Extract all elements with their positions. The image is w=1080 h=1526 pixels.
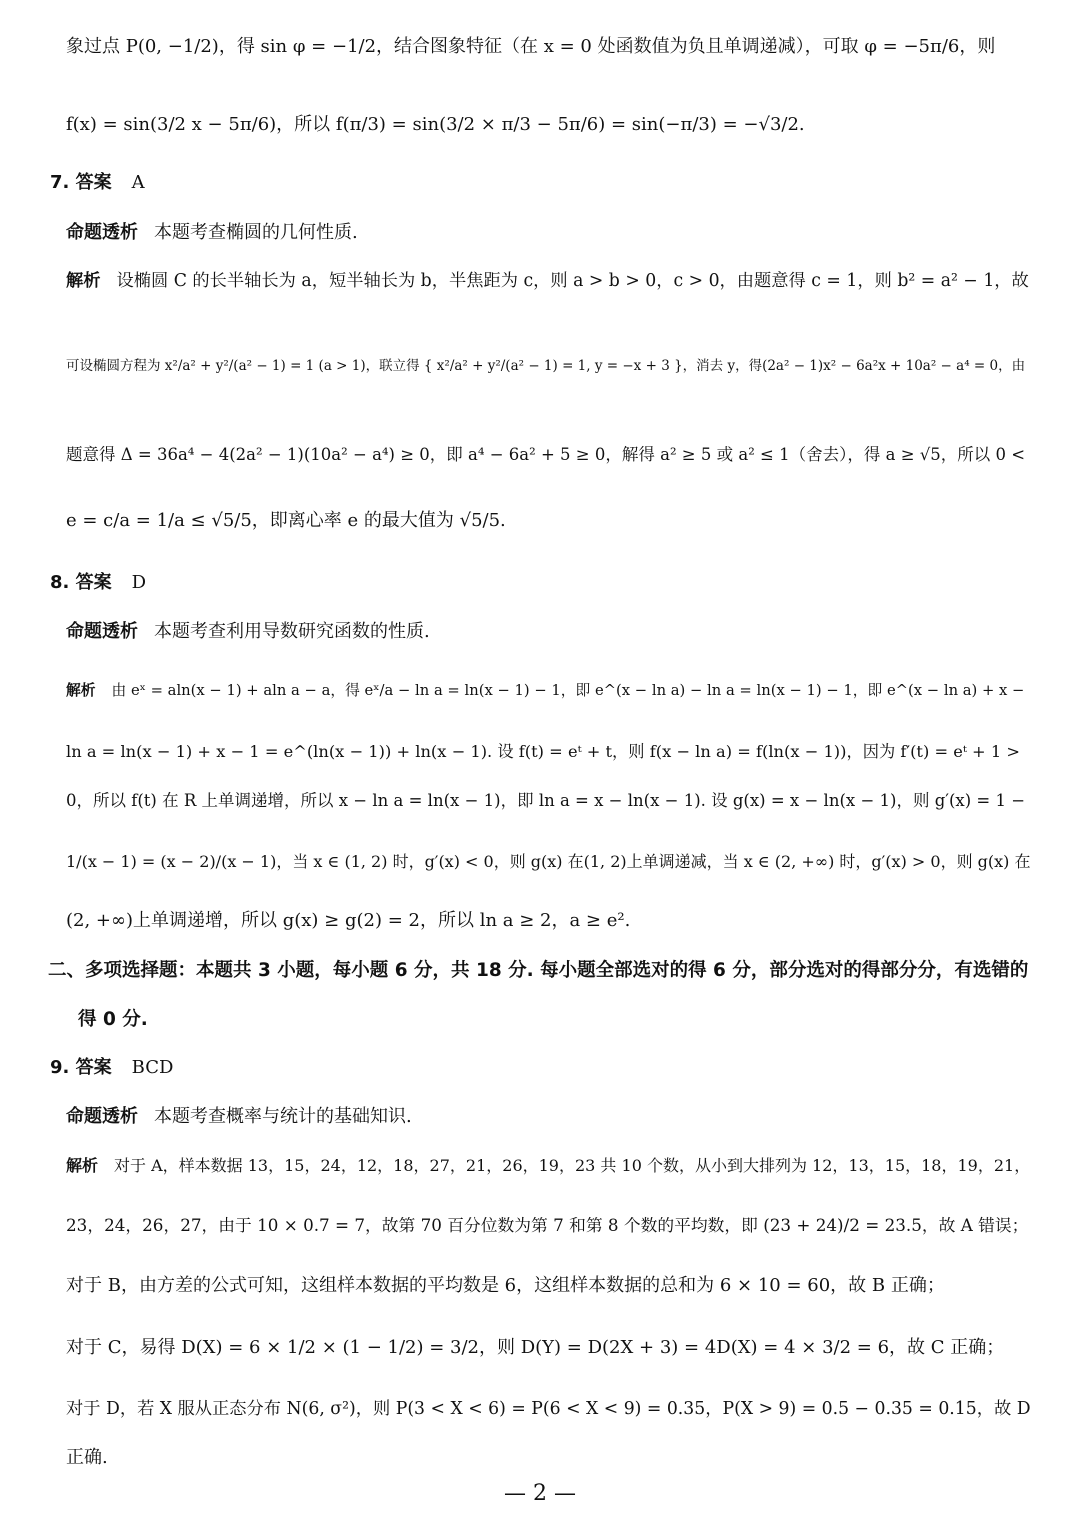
- q7-answer-value: A: [131, 172, 145, 193]
- q8-solution-line-2: ln a = ln(x − 1) + x − 1 = e^(ln(x − 1)) + ln(x − 1). 设 f(t) = eᵗ + t，则 f(x − ln a) = f(ln(x − 1))，因为 f′(t) = eᵗ + 1 >: [66, 742, 1020, 761]
- q7-solution-label: 解析: [66, 271, 101, 291]
- q8-topic-label: 命题透析: [66, 621, 138, 642]
- q9-solution-line-1: [66, 1153, 1032, 1179]
- section-2-heading-line-1: 二、多项选择题：本题共 3 小题，每小题 6 分，共 18 分. 每小题全部选对的得 6 分，部分选对的得部分分，有选错的: [48, 960, 1029, 981]
- q7-topic-label: 命题透析: [66, 222, 138, 243]
- q9-answer-line: [50, 1055, 1032, 1081]
- q9-answer-value: BCD: [131, 1057, 174, 1078]
- q9-solution-label: 解析: [66, 1156, 99, 1175]
- q9-topic-label: 命题透析: [66, 1106, 138, 1127]
- q7-solution-line-1: [66, 268, 1032, 294]
- q9-solution-line-5: 对于 D，若 X 服从正态分布 N(6, σ²)，则 P(3 < X < 6) = P(6 < X < 9) = 0.35，P(X > 9) = 0.5 − 0.35 = 0.15，故 D: [66, 1399, 1031, 1419]
- q7-topic-text: 本题考查椭圆的几何性质.: [154, 222, 358, 243]
- q7-answer-line: [50, 170, 1032, 196]
- q7-topic-line: [66, 220, 1032, 246]
- q7-solution-text-1: 设椭圆 C 的长半轴长为 a，短半轴长为 b，半焦距为 c，则 a > b > 0，c > 0，由题意得 c = 1，则 b² = a² − 1，故: [116, 271, 1029, 291]
- q8-solution-label: 解析: [66, 682, 96, 699]
- q9-answer-label: 9. 答案: [50, 1057, 112, 1078]
- page-number: — 2 —: [504, 1481, 576, 1506]
- q9-solution-line-6: 正确.: [66, 1447, 108, 1468]
- q8-answer-label: 8. 答案: [50, 572, 112, 593]
- q9-solution-line-4: 对于 C，易得 D(X) = 6 × 1/2 × (1 − 1/2) = 3/2，则 D(Y) = D(2X + 3) = 4D(X) = 4 × 3/2 = 6，故 C 正确；: [66, 1337, 1005, 1358]
- q8-solution-line-1: [66, 678, 1032, 704]
- q8-solution-line-4: 1/(x − 1) = (x − 2)/(x − 1)，当 x ∈ (1, 2) 时，g′(x) < 0，则 g(x) 在(1, 2)上单调递减，当 x ∈ (2, +∞) 时，g′(x) > 0，则 g(x) 在: [66, 852, 1031, 871]
- q8-answer-value: D: [131, 572, 147, 593]
- q8-solution-line-5: (2, +∞)上单调递增，所以 g(x) ≥ g(2) = 2，所以 ln a ≥ 2，a ≥ e².: [66, 910, 631, 931]
- q7-solution-line-4: e = c/a = 1/a ≤ √5/5，即离心率 e 的最大值为 √5/5.: [66, 510, 506, 531]
- q8-topic-line: [66, 619, 1032, 645]
- q9-solution-line-3: 对于 B，由方差的公式可知，这组样本数据的平均数是 6，这组样本数据的总和为 6 × 10 = 60，故 B 正确；: [66, 1275, 945, 1296]
- line-q6-continued-2: f(x) = sin(3/2 x − 5π/6)，所以 f(π/3) = sin(3/2 × π/3 − 5π/6) = sin(−π/3) = −√3/2.: [66, 114, 805, 135]
- section-2-heading-line-2: 得 0 分.: [78, 1009, 148, 1030]
- q9-solution-line-2: 23，24，26，27，由于 10 × 0.7 = 7，故第 70 百分位数为第 7 和第 8 个数的平均数，即 (23 + 24)/2 = 23.5，故 A 错误；: [66, 1215, 1029, 1235]
- line-q6-continued-1: 象过点 P(0, −1/2)，得 sin φ = −1/2，结合图象特征（在 x = 0 处函数值为负且单调递减），可取 φ = −5π/6，则: [66, 36, 996, 57]
- q8-topic-text: 本题考查利用导数研究函数的性质.: [154, 621, 430, 642]
- q9-topic-line: [66, 1104, 1032, 1130]
- q7-answer-label: 7. 答案: [50, 172, 112, 193]
- q8-solution-text-1: 由 eˣ = aln(x − 1) + aln a − a，得 eˣ/a − ln a = ln(x − 1) − 1，即 e^(x − ln a) − ln a = ln(x − 1) − 1，即 e^(x − ln a) + x −: [111, 682, 1025, 699]
- q7-solution-line-3: 题意得 Δ = 36a⁴ − 4(2a² − 1)(10a² − a⁴) ≥ 0，即 a⁴ − 6a² + 5 ≥ 0，解得 a² ≥ 5 或 a² ≤ 1（舍去），得 a ≥ √5，所以 0 <: [66, 445, 1026, 464]
- q8-solution-line-3: 0，所以 f(t) 在 R 上单调递增，所以 x − ln a = ln(x − 1)，即 ln a = x − ln(x − 1). 设 g(x) = x − ln(x − 1)，则 g′(x) = 1 −: [66, 791, 1026, 810]
- q8-answer-line: [50, 570, 1032, 596]
- q9-solution-text-1: 对于 A，样本数据 13，15，24，12，18，27，21，26，19，23 共 10 个数，从小到大排列为 12，13，15，18，19，21，: [114, 1156, 1031, 1175]
- q9-topic-text: 本题考查概率与统计的基础知识.: [154, 1106, 412, 1127]
- q7-solution-line-2: 可设椭圆方程为 x²/a² + y²/(a² − 1) = 1 (a > 1)，联立得 { x²/a² + y²/(a² − 1) = 1, y = −x + 3 }，消去 y，得(2a² − 1)x² − 6a²x + 10a² − a⁴ = 0，由: [66, 358, 1026, 374]
